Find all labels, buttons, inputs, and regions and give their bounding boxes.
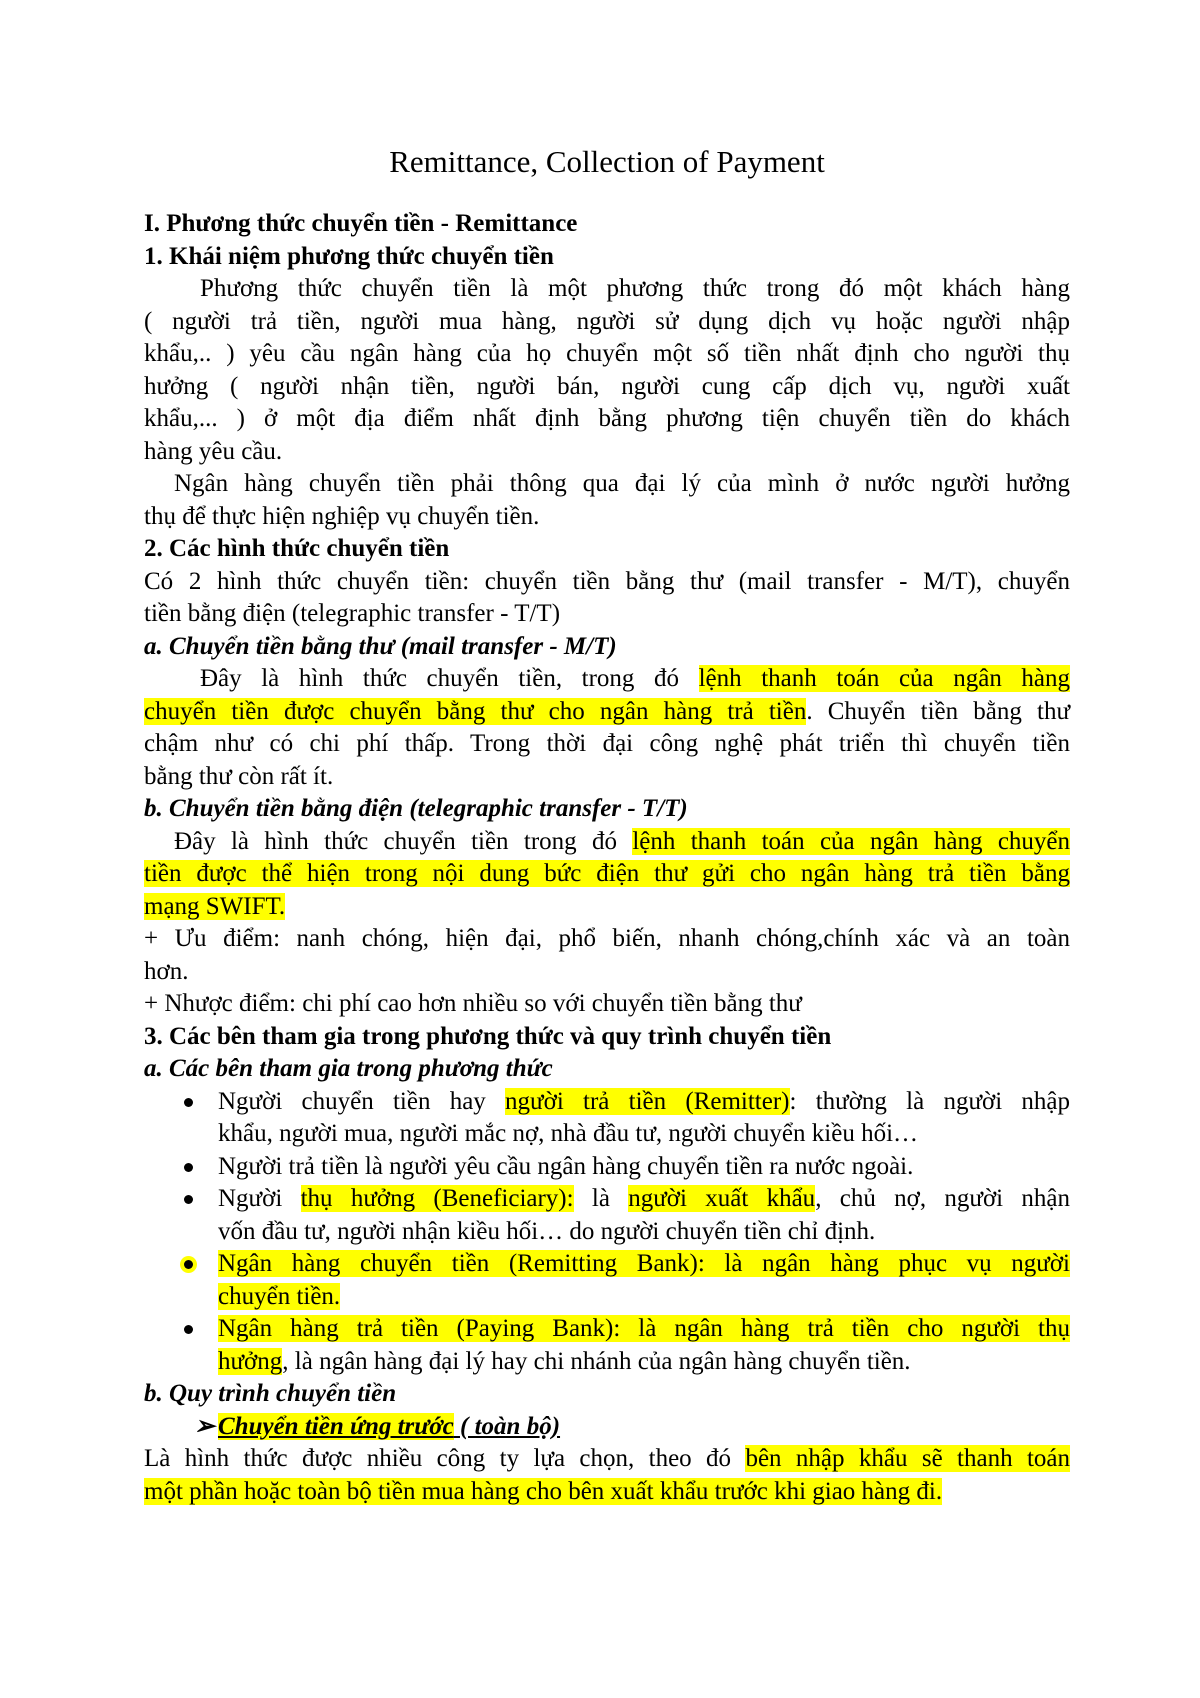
list-item-line (218, 1183, 1070, 1216)
list-item-line: vốn đầu tư, người nhận kiều hối… do người chuyển tiền chỉ định. (218, 1217, 876, 1245)
paragraph-line: chậm như có chi phí thấp. Trong thời đại công nghệ phát triển thì chuyển tiền (144, 730, 1070, 757)
highlighted-text: người xuất khẩu (628, 1185, 816, 1212)
list-item-line (218, 1248, 1070, 1281)
paragraph-line: Ngân hàng chuyển tiền phải thông qua đại lý của mình ở nước người hưởng (174, 470, 1070, 497)
highlighted-text: người trả tiền (Remitter) (505, 1087, 790, 1115)
paragraph-line (144, 826, 1070, 859)
paragraph-line (144, 663, 1070, 696)
highlighted-text: chuyển tiền được chuyển bằng thư cho ngân hàng trả tiền (144, 697, 807, 725)
list-item-line: Người trả tiền là người yêu cầu ngân hàng chuyển tiền ra nước ngoài. (218, 1152, 914, 1180)
text-run: Người (218, 1185, 301, 1212)
section-heading-1: I. Phương thức chuyển tiền - Remittance (144, 210, 578, 237)
text-run: Đây là hình thức chuyển tiền trong đó (174, 827, 633, 855)
subheading-3: 3. Các bên tham gia trong phương thức và quy trình chuyển tiền (144, 1022, 832, 1050)
paragraph-line: tiền bằng điện (telegraphic transfer - T/T) (144, 600, 561, 627)
paragraph-line: hơn. (144, 957, 189, 985)
list-item (218, 1151, 1070, 1184)
bullet-icon (184, 1260, 193, 1269)
highlighted-text: lệnh thanh toán của ngân hàng (698, 665, 1070, 692)
paragraph-line: + Nhược điểm: chi phí cao hơn nhiều so với chuyển tiền bằng thư (144, 990, 802, 1017)
highlighted-text: Ngân hàng chuyển tiền (Remitting Bank): là ngân hàng phục vụ người (218, 1250, 1070, 1277)
text-run: Là hình thức được nhiều công ty lựa chọn, theo đó (144, 1445, 746, 1472)
text-run: : thường là người nhập (789, 1087, 1071, 1115)
bullet-icon (184, 1098, 193, 1107)
highlighted-text: lệnh thanh toán của ngân hàng chuyển (632, 827, 1071, 855)
participants-list (144, 1086, 1070, 1379)
paragraph-line (144, 696, 1070, 729)
list-item-line (218, 1281, 1070, 1314)
paragraph-line: Có 2 hình thức chuyển tiền: chuyển tiền bằng thư (mail transfer - M/T), chuyển (144, 567, 1070, 595)
arrow-list-item (144, 1411, 1070, 1444)
paragraph-line: bằng thư còn rất ít. (144, 762, 334, 790)
paragraph-line (144, 1476, 1070, 1509)
subheading-3a: a. Các bên tham gia trong phương thức (144, 1055, 553, 1082)
list-item-line (218, 1346, 1070, 1379)
text-run: , chủ nợ, người nhận (815, 1185, 1070, 1212)
text-run: là (573, 1185, 629, 1212)
text-run: Người chuyển tiền hay (218, 1087, 506, 1115)
bullet-icon (184, 1325, 193, 1334)
document-title: Remittance, Collection of Payment (389, 144, 825, 179)
arrow-bullet-icon: ➢ (194, 1412, 215, 1440)
highlighted-text: tiền được thể hiện trong nội dung bức điện thư gửi cho ngân hàng trả tiền bằng (144, 860, 1070, 887)
subheading-2b: b. Chuyển tiền bằng điện (telegraphic transfer - T/T) (144, 795, 688, 822)
list-item (218, 1313, 1070, 1378)
subheading-2: 2. Các hình thức chuyển tiền (144, 535, 450, 562)
highlighted-text: Chuyển tiền ứng trước (218, 1412, 454, 1440)
highlighted-text: thụ hưởng (Beneficiary): (300, 1185, 574, 1212)
highlighted-text: hưởng (218, 1347, 283, 1375)
paragraph-line (144, 1443, 1070, 1476)
text-run: . Chuyển tiền bằng thư (806, 697, 1070, 725)
paragraph-line: hưởng ( người nhận tiền, người bán, người cung cấp dịch vụ, người xuất (144, 372, 1070, 400)
text-run: ( toàn bộ) (453, 1412, 561, 1440)
highlighted-text: một phần hoặc toàn bộ tiền mua hàng cho bên xuất khẩu trước khi giao hàng đi. (144, 1477, 943, 1505)
bullet-icon (184, 1163, 193, 1172)
highlighted-text: Ngân hàng trả tiền (Paying Bank): là ngân hàng trả tiền cho người thụ (218, 1315, 1070, 1342)
paragraph-line: thụ để thực hiện nghiệp vụ chuyển tiền. (144, 502, 540, 530)
paragraph-line: Phương thức chuyển tiền là một phương thức trong đó một khách hàng (200, 275, 1070, 302)
subheading-2a: a. Chuyển tiền bằng thư (mail transfer - M/T) (144, 632, 617, 660)
list-item (218, 1183, 1070, 1248)
text-run: Đây là hình thức chuyển tiền, trong đó (200, 665, 699, 692)
paragraph-line: khẩu,... ) ở một địa điểm nhất định bằng phương tiện chuyển tiền do khách (144, 405, 1070, 432)
paragraph-line: ( người trả tiền, người mua hàng, người sử dụng dịch vụ hoặc người nhập (144, 307, 1070, 335)
list-item-line (218, 1086, 1070, 1119)
paragraph-line: hàng yêu cầu. (144, 437, 283, 465)
highlighted-text: chuyển tiền. (218, 1282, 341, 1310)
paragraph-line: khẩu,.. ) yêu cầu ngân hàng của họ chuyển một số tiền nhất định cho người thụ (144, 340, 1070, 367)
list-item-line (218, 1313, 1070, 1346)
list-item (218, 1086, 1070, 1151)
list-item (218, 1248, 1070, 1313)
subheading-3b: b. Quy trình chuyển tiền (144, 1380, 397, 1407)
paragraph-line (144, 891, 1070, 924)
paragraph-line: + Ưu điểm: nanh chóng, hiện đại, phổ biến, nhanh chóng,chính xác và an toàn (144, 925, 1070, 952)
highlighted-text: bên nhập khẩu sẽ thanh toán (745, 1445, 1070, 1472)
list-item-line: khẩu, người mua, người mắc nợ, nhà đầu tư, người chuyển kiều hối… (218, 1120, 919, 1147)
highlighted-text: mạng SWIFT. (144, 892, 286, 920)
paragraph-line (144, 858, 1070, 891)
bullet-icon (184, 1195, 193, 1204)
text-run: , là ngân hàng đại lý hay chi nhánh của ngân hàng chuyển tiền. (282, 1347, 911, 1375)
subheading-1: 1. Khái niệm phương thức chuyển tiền (144, 242, 554, 270)
